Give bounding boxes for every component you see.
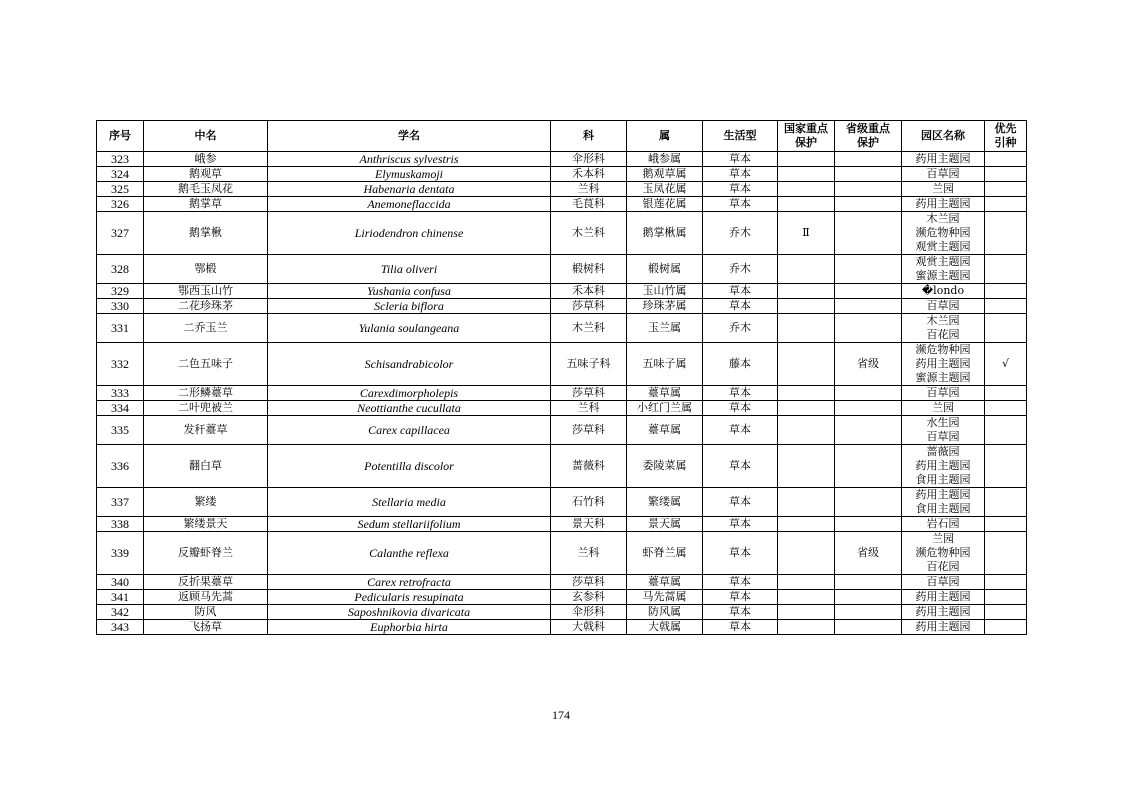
scientific-name: Scleria biflora	[268, 299, 551, 314]
chinese-name: 飞扬草	[144, 620, 268, 635]
life-form: 藤本	[703, 343, 778, 386]
table-row	[97, 620, 1027, 635]
scientific-name: Neottianthe cucullata	[268, 401, 551, 416]
table-row	[97, 152, 1027, 167]
priority-mark	[985, 152, 1027, 167]
chinese-name: 鹅掌草	[144, 197, 268, 212]
table-row	[97, 255, 1027, 284]
garden-name	[902, 590, 985, 605]
family: 蔷薇科	[551, 445, 627, 488]
chinese-name: 翻白草	[144, 445, 268, 488]
family: 兰科	[551, 401, 627, 416]
genus: 虾脊兰属	[627, 532, 703, 575]
genus: 繁缕属	[627, 488, 703, 517]
scientific-name: Carexdimorpholepis	[268, 386, 551, 401]
family: 莎草科	[551, 416, 627, 445]
row-number: 331	[97, 314, 144, 343]
scientific-name: Calanthe reflexa	[268, 532, 551, 575]
life-form: 草本	[703, 517, 778, 532]
table-row	[97, 416, 1027, 445]
genus: 防风属	[627, 605, 703, 620]
garden-name-line: 药用主题园	[915, 620, 971, 633]
provincial-protection	[835, 401, 902, 416]
row-number: 334	[97, 401, 144, 416]
row-number: 326	[97, 197, 144, 212]
provincial-protection	[835, 386, 902, 401]
life-form: 乔木	[703, 212, 778, 255]
family: 莎草科	[551, 575, 627, 590]
header-no: 序号	[97, 121, 144, 152]
genus: 大戟属	[627, 620, 703, 635]
garden-name-line: 食用主题园	[915, 473, 971, 486]
page-number: 174	[552, 708, 570, 722]
row-number: 338	[97, 517, 144, 532]
scientific-name: Saposhnikovia divaricata	[268, 605, 551, 620]
garden-name-line: 药用主题园	[915, 152, 971, 165]
header-genus: 属	[627, 121, 703, 152]
row-number: 337	[97, 488, 144, 517]
garden-name-line: 兰园	[932, 182, 954, 195]
table-row	[97, 299, 1027, 314]
table-row	[97, 401, 1027, 416]
genus: 薹草属	[627, 416, 703, 445]
chinese-name: 鄂椴	[144, 255, 268, 284]
national-protection	[778, 445, 835, 488]
life-form: 草本	[703, 590, 778, 605]
genus: 鹅观草属	[627, 167, 703, 182]
header-family: 科	[551, 121, 627, 152]
chinese-name: 返顾马先蒿	[144, 590, 268, 605]
garden-name-line: 观赏主题园	[915, 255, 971, 268]
garden-name	[902, 445, 985, 488]
family: 伞形科	[551, 605, 627, 620]
chinese-name: 繁缕	[144, 488, 268, 517]
provincial-protection	[835, 445, 902, 488]
row-number: 333	[97, 386, 144, 401]
life-form: 草本	[703, 386, 778, 401]
garden-name	[902, 182, 985, 197]
scientific-name: Potentilla discolor	[268, 445, 551, 488]
genus: 银莲花属	[627, 197, 703, 212]
chinese-name: 防风	[144, 605, 268, 620]
priority-mark	[985, 255, 1027, 284]
garden-name	[902, 197, 985, 212]
table-row	[97, 182, 1027, 197]
life-form: 乔木	[703, 255, 778, 284]
family: 伞形科	[551, 152, 627, 167]
scientific-name: Anthriscus sylvestris	[268, 152, 551, 167]
table-body	[97, 152, 1027, 635]
garden-name	[902, 605, 985, 620]
provincial-protection	[835, 182, 902, 197]
row-number: 323	[97, 152, 144, 167]
scientific-name: Sedum stellariifolium	[268, 517, 551, 532]
table-row	[97, 517, 1027, 532]
garden-name	[902, 284, 985, 299]
chinese-name: 反折果薹草	[144, 575, 268, 590]
garden-name	[902, 299, 985, 314]
row-number: 324	[97, 167, 144, 182]
row-number: 330	[97, 299, 144, 314]
life-form: 草本	[703, 299, 778, 314]
header-chinese-name: 中名	[144, 121, 268, 152]
scientific-name: Liriodendron chinense	[268, 212, 551, 255]
life-form: 草本	[703, 167, 778, 182]
chinese-name: 二花珍珠茅	[144, 299, 268, 314]
garden-name-line: 百草园	[926, 575, 960, 588]
family: 木兰科	[551, 314, 627, 343]
garden-name	[902, 255, 985, 284]
national-protection	[778, 284, 835, 299]
garden-name-line: 药用主题园	[915, 605, 971, 618]
garden-name	[902, 401, 985, 416]
garden-name-line: 蔷薇园	[926, 445, 960, 458]
garden-name-line: 药用主题园	[915, 590, 971, 603]
national-protection	[778, 488, 835, 517]
table-row	[97, 284, 1027, 299]
scientific-name: Tilia oliveri	[268, 255, 551, 284]
life-form: 草本	[703, 532, 778, 575]
scientific-name: Yulania soulangeana	[268, 314, 551, 343]
national-protection	[778, 182, 835, 197]
national-protection	[778, 255, 835, 284]
garden-name-line: 蜜源主题园	[915, 371, 971, 384]
family: 莎草科	[551, 386, 627, 401]
genus: 玉兰属	[627, 314, 703, 343]
national-protection	[778, 386, 835, 401]
national-protection	[778, 343, 835, 386]
row-number: 327	[97, 212, 144, 255]
garden-name-line: 百草园	[926, 386, 960, 399]
scientific-name: Anemoneflaccida	[268, 197, 551, 212]
priority-mark	[985, 488, 1027, 517]
priority-mark	[985, 401, 1027, 416]
life-form: 草本	[703, 445, 778, 488]
chinese-name: 繁缕景天	[144, 517, 268, 532]
garden-name-line: �londo	[921, 284, 965, 297]
row-number: 332	[97, 343, 144, 386]
scientific-name: Pedicularis resupinata	[268, 590, 551, 605]
garden-name-line: 岩石园	[926, 517, 960, 530]
row-number: 325	[97, 182, 144, 197]
garden-name	[902, 416, 985, 445]
family: 景天科	[551, 517, 627, 532]
garden-name-line: 百草园	[926, 299, 960, 312]
family: 毛茛科	[551, 197, 627, 212]
table-row	[97, 197, 1027, 212]
national-protection	[778, 152, 835, 167]
garden-name-line: 兰园	[932, 532, 954, 545]
chinese-name: 鹅毛玉凤花	[144, 182, 268, 197]
row-number: 329	[97, 284, 144, 299]
garden-name-line: 濒危物种园	[915, 546, 971, 559]
family: 莎草科	[551, 299, 627, 314]
table-row	[97, 314, 1027, 343]
priority-mark	[985, 167, 1027, 182]
genus: 椴树属	[627, 255, 703, 284]
header-scientific-name: 学名	[268, 121, 551, 152]
family: 石竹科	[551, 488, 627, 517]
provincial-protection	[835, 575, 902, 590]
life-form: 草本	[703, 488, 778, 517]
garden-name	[902, 517, 985, 532]
priority-mark	[985, 182, 1027, 197]
scientific-name: Euphorbia hirta	[268, 620, 551, 635]
scientific-name: Elymuskamoji	[268, 167, 551, 182]
garden-name-line: 百草园	[926, 430, 960, 443]
chinese-name: 鹅观草	[144, 167, 268, 182]
table-row	[97, 386, 1027, 401]
life-form: 草本	[703, 605, 778, 620]
garden-name	[902, 314, 985, 343]
provincial-protection	[835, 255, 902, 284]
national-protection	[778, 401, 835, 416]
priority-mark	[985, 314, 1027, 343]
priority-mark	[985, 575, 1027, 590]
life-form: 草本	[703, 182, 778, 197]
family: 禾本科	[551, 167, 627, 182]
header-national-protection: 国家重点保护	[778, 121, 835, 152]
row-number: 341	[97, 590, 144, 605]
provincial-protection: 省级	[835, 343, 902, 386]
national-protection	[778, 620, 835, 635]
life-form: 草本	[703, 401, 778, 416]
genus: 委陵菜属	[627, 445, 703, 488]
garden-name-line: 濒危物种园	[915, 343, 971, 356]
garden-name-line: 药用主题园	[915, 197, 971, 210]
genus: 珍珠茅属	[627, 299, 703, 314]
genus: 峨参属	[627, 152, 703, 167]
header-life-form: 生活型	[703, 121, 778, 152]
genus: 五味子属	[627, 343, 703, 386]
provincial-protection	[835, 197, 902, 212]
table-row	[97, 590, 1027, 605]
garden-name-line: 百花园	[926, 328, 960, 341]
provincial-protection	[835, 167, 902, 182]
national-protection	[778, 197, 835, 212]
chinese-name: 发秆薹草	[144, 416, 268, 445]
provincial-protection	[835, 620, 902, 635]
provincial-protection	[835, 416, 902, 445]
garden-name	[902, 386, 985, 401]
provincial-protection	[835, 488, 902, 517]
chinese-name: 反瓣虾脊兰	[144, 532, 268, 575]
priority-mark	[985, 445, 1027, 488]
garden-name-line: 兰园	[932, 401, 954, 414]
priority-mark	[985, 416, 1027, 445]
priority-mark	[985, 517, 1027, 532]
life-form: 草本	[703, 152, 778, 167]
national-protection	[778, 299, 835, 314]
priority-mark	[985, 386, 1027, 401]
priority-mark: √	[985, 343, 1027, 386]
garden-name-line: 木兰园	[926, 314, 960, 327]
garden-name-line: 药用主题园	[915, 357, 971, 370]
genus: 鹅掌楸属	[627, 212, 703, 255]
provincial-protection	[835, 517, 902, 532]
table-row	[97, 605, 1027, 620]
family: 兰科	[551, 182, 627, 197]
garden-name	[902, 167, 985, 182]
header-provincial-protection: 省级重点保护	[835, 121, 902, 152]
scientific-name: Yushania confusa	[268, 284, 551, 299]
family: 兰科	[551, 532, 627, 575]
species-table-container	[96, 120, 1026, 635]
priority-mark	[985, 532, 1027, 575]
species-table	[96, 120, 1027, 635]
row-number: 328	[97, 255, 144, 284]
genus: 小红门兰属	[627, 401, 703, 416]
family: 禾本科	[551, 284, 627, 299]
genus: 玉凤花属	[627, 182, 703, 197]
row-number: 335	[97, 416, 144, 445]
garden-name-line: 百草园	[926, 167, 960, 180]
priority-mark	[985, 197, 1027, 212]
scientific-name: Carex retrofracta	[268, 575, 551, 590]
national-protection	[778, 517, 835, 532]
national-protection	[778, 590, 835, 605]
garden-name-line: 药用主题园	[915, 488, 971, 501]
provincial-protection	[835, 299, 902, 314]
garden-name-line: 木兰园	[926, 212, 960, 225]
chinese-name: 二叶兜被兰	[144, 401, 268, 416]
life-form: 草本	[703, 620, 778, 635]
chinese-name: 峨参	[144, 152, 268, 167]
provincial-protection	[835, 590, 902, 605]
garden-name-line: 蜜源主题园	[915, 269, 971, 282]
row-number: 343	[97, 620, 144, 635]
national-protection	[778, 532, 835, 575]
garden-name-line: 濒危物种园	[915, 226, 971, 239]
scientific-name: Habenaria dentata	[268, 182, 551, 197]
genus: 薹草属	[627, 575, 703, 590]
garden-name-line: 观赏主题园	[915, 240, 971, 253]
chinese-name: 二色五味子	[144, 343, 268, 386]
garden-name-line: 药用主题园	[915, 459, 971, 472]
priority-mark	[985, 605, 1027, 620]
table-row	[97, 575, 1027, 590]
chinese-name: 二乔玉兰	[144, 314, 268, 343]
garden-name-line: 百花园	[926, 560, 960, 573]
family: 玄参科	[551, 590, 627, 605]
garden-name-line: 食用主题园	[915, 502, 971, 515]
table-row	[97, 445, 1027, 488]
row-number: 342	[97, 605, 144, 620]
table-row	[97, 212, 1027, 255]
table-row	[97, 488, 1027, 517]
scientific-name: Carex capillacea	[268, 416, 551, 445]
row-number: 339	[97, 532, 144, 575]
row-number: 340	[97, 575, 144, 590]
life-form: 草本	[703, 284, 778, 299]
life-form: 草本	[703, 197, 778, 212]
priority-mark	[985, 284, 1027, 299]
chinese-name: 鄂西玉山竹	[144, 284, 268, 299]
scientific-name: Stellaria media	[268, 488, 551, 517]
priority-mark	[985, 212, 1027, 255]
garden-name	[902, 575, 985, 590]
garden-name-line: 水生园	[926, 416, 960, 429]
genus: 薹草属	[627, 386, 703, 401]
garden-name	[902, 620, 985, 635]
garden-name	[902, 152, 985, 167]
provincial-protection: 省级	[835, 532, 902, 575]
life-form: 草本	[703, 575, 778, 590]
family: 椴树科	[551, 255, 627, 284]
row-number: 336	[97, 445, 144, 488]
provincial-protection	[835, 284, 902, 299]
genus: 玉山竹属	[627, 284, 703, 299]
garden-name	[902, 532, 985, 575]
chinese-name: 二形鳞薹草	[144, 386, 268, 401]
table-row	[97, 343, 1027, 386]
national-protection: Ⅱ	[778, 212, 835, 255]
family: 五味子科	[551, 343, 627, 386]
life-form: 乔木	[703, 314, 778, 343]
provincial-protection	[835, 314, 902, 343]
provincial-protection	[835, 152, 902, 167]
header-garden-name: 园区名称	[902, 121, 985, 152]
scientific-name: Schisandrabicolor	[268, 343, 551, 386]
life-form: 草本	[703, 416, 778, 445]
priority-mark	[985, 620, 1027, 635]
national-protection	[778, 167, 835, 182]
genus: 景天属	[627, 517, 703, 532]
garden-name	[902, 488, 985, 517]
family: 大戟科	[551, 620, 627, 635]
table-row	[97, 167, 1027, 182]
national-protection	[778, 314, 835, 343]
provincial-protection	[835, 212, 902, 255]
family: 木兰科	[551, 212, 627, 255]
national-protection	[778, 605, 835, 620]
national-protection	[778, 575, 835, 590]
genus: 马先蒿属	[627, 590, 703, 605]
header-priority: 优先引种	[985, 121, 1027, 152]
garden-name	[902, 212, 985, 255]
chinese-name: 鹅掌楸	[144, 212, 268, 255]
header-row	[97, 121, 1027, 152]
table-row	[97, 532, 1027, 575]
priority-mark	[985, 299, 1027, 314]
national-protection	[778, 416, 835, 445]
priority-mark	[985, 590, 1027, 605]
garden-name	[902, 343, 985, 386]
provincial-protection	[835, 605, 902, 620]
